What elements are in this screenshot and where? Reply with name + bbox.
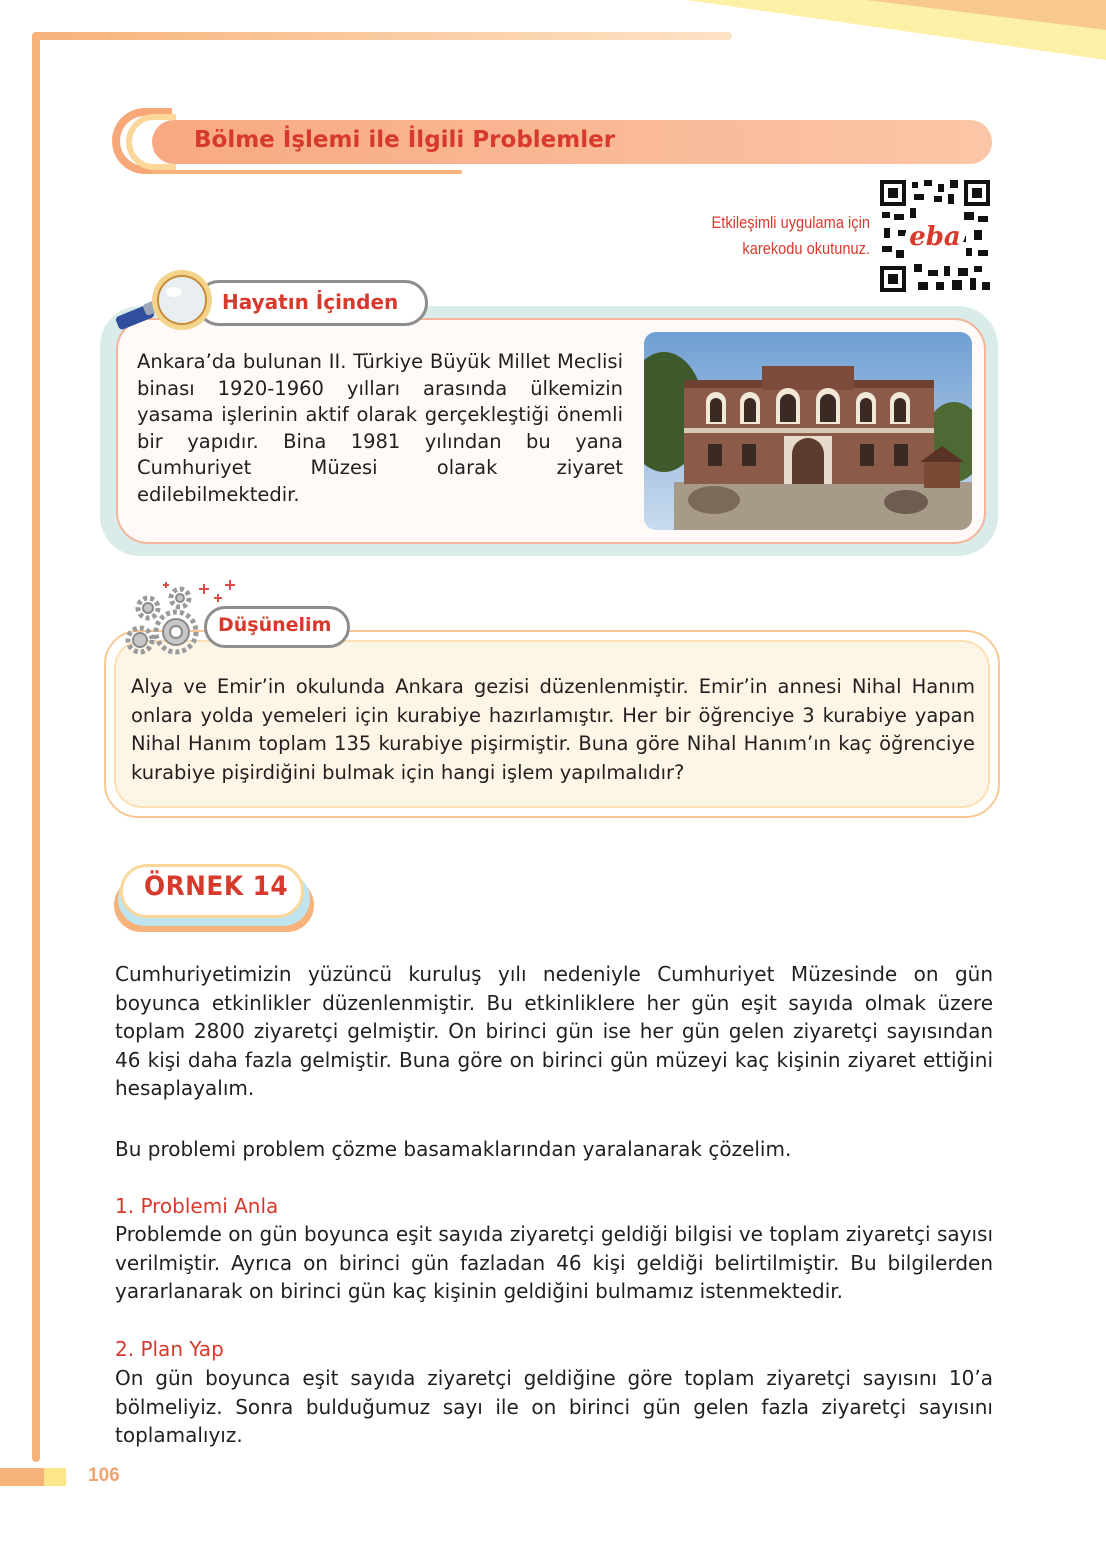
page-frame-top xyxy=(32,32,732,40)
life-section-text: Ankara’da bulunan II. Türkiye Büyük Millet Meclisi binası 1920-1960 yılları arasında ülkemizin yasama işlerinin aktif olarak gerçekleştiği önemli bir yapıdır. Bina 1981 yılından bu yana Cumhuriyet Müzesi olarak ziyaret edilebilmektedir. xyxy=(137,350,623,506)
footer-bar-orange xyxy=(0,1468,44,1486)
qr-caption-line1: Etkileşimli uygulama için xyxy=(711,213,870,232)
step-2-text: On gün boyunca eşit sayıda ziyaretçi geldiğine göre toplam ziyaretçi sayısını 10’a bölmeliyiz. Sonra bulduğumuz sayı ile on birinci gün gelen fazla ziyaretçi sayısını toplamalıyız. xyxy=(115,1366,993,1447)
title-underline xyxy=(152,170,462,174)
corner-decoration-inner xyxy=(866,0,1106,30)
museum-building-photo xyxy=(644,332,972,530)
magnifier-icon xyxy=(110,266,222,336)
footer-bar-yellow xyxy=(44,1468,66,1486)
qr-caption-line2: karekodu okutunuz. xyxy=(742,239,870,258)
example-problem-text: Cumhuriyetimizin yüzüncü kuruluş yılı nedeniyle Cumhuriyet Müzesinde on gün boyunca etkinlikler düzenlenmiştir. Bu etkinliklere her gün eşit sayıda olmak üzere toplam 2800 ziyaretçi gelmiştir. On birinci gün ise her gün gelen ziyaretçi sayısından 46 kişi daha fazla gelmiştir. Buna göre on birinci gün müzeyi kaç kişinin ziyaret ettiğini hesaplayalım. xyxy=(115,962,993,1100)
think-section-label: Düşünelim xyxy=(218,614,332,636)
example-label: ÖRNEK 14 xyxy=(144,871,289,902)
page-title: Bölme İşlemi ile İlgili Problemler xyxy=(194,127,616,153)
example-intro-text: Bu problemi problem çözme basamaklarından yaralanarak çözelim. xyxy=(115,1137,792,1161)
step-1-text: Problemde on gün boyunca eşit sayıda ziyaretçi geldiği bilgisi ve toplam ziyaretçi sayısı verilmiştir. Ayrıca on birinci gün fazladan 46 kişi geldiği belirtilmiştir. Bu bilgilerden yararlanarak on birinci gün kaç kişinin geldiğini bulmamız istenmektedir. xyxy=(115,1222,993,1303)
eba-logo: eba xyxy=(909,222,961,252)
step-2-heading: 2. Plan Yap xyxy=(115,1337,224,1361)
life-section-label: Hayatın İçinden xyxy=(222,290,399,314)
page-number: 106 xyxy=(88,1465,120,1486)
qr-caption xyxy=(672,210,870,262)
qr-code-icon[interactable] xyxy=(878,178,992,294)
think-section-text: Alya ve Emir’in okulunda Ankara gezisi düzenlenmiştir. Emir’in annesi Nihal Hanım onlara yolda yemeleri için kurabiye hazırlamıştır. Her bir öğrenciye 3 kurabiye yapan Nihal Hanım toplam 135 kurabiye pişirmiştir. Buna göre Nihal Hanım’ın kaç öğrenciye kurabiye pişirdiğini bulmak için hangi işlem yapılmalıdır? xyxy=(131,675,975,784)
step-1-heading: 1. Problemi Anla xyxy=(115,1194,279,1218)
page-frame-left xyxy=(32,32,40,1462)
